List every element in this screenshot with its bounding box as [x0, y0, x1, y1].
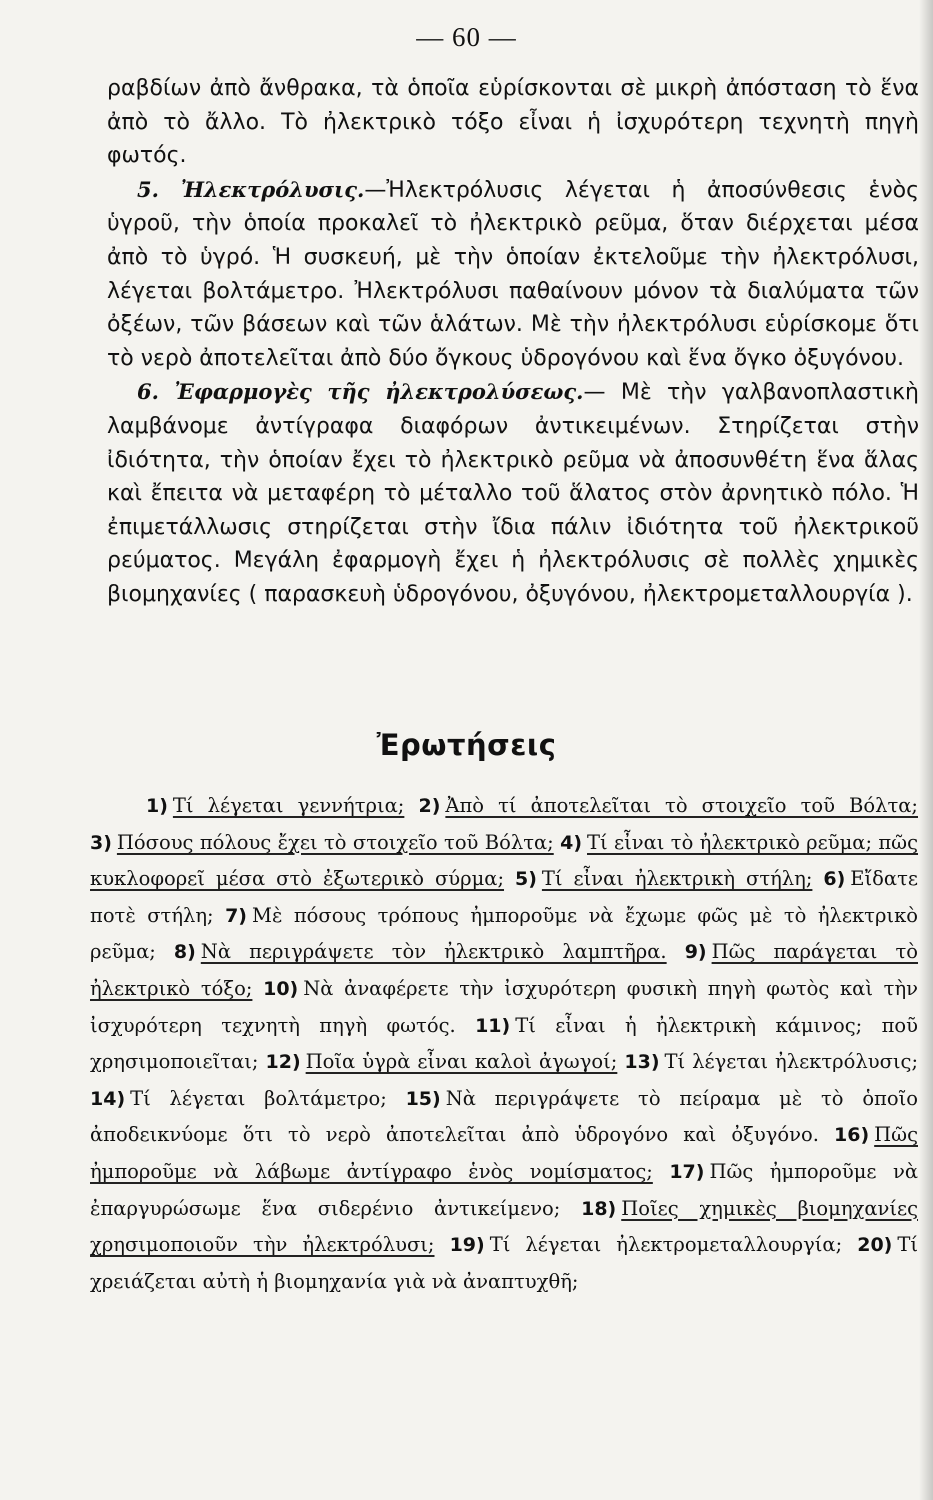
question-number: 14) [90, 1087, 126, 1110]
question-number: 20) [857, 1234, 893, 1257]
question-text: Τί εἶναι ἡ ἠλεκτρικὴ κάμινος; ποῦ χρησιμοποιεῖται; [90, 1013, 918, 1074]
question-text: Πῶς ἠμποροῦμε νὰ λάβωμε ἀντίγραφο ἑνὸς νομίσματος; [90, 1123, 918, 1183]
question-item [450, 1233, 843, 1256]
question-text: Νὰ περιγράψετε τὸν ἠλεκτρικὸ λαμπτῆρα. [200, 940, 667, 964]
question-number: 15) [405, 1087, 441, 1110]
question-item [146, 794, 404, 817]
question-text: Τί λέγεται ἠλεκτρομεταλλουργία; [489, 1233, 843, 1257]
questions-title: Ἐρωτήσεις [376, 728, 557, 762]
page-number: — 60 — [416, 22, 517, 52]
body-text [107, 72, 919, 612]
question-text: Νὰ περιγράψετε τὸ πείραμα μὲ τὸ ὁποῖο ἀποδεικνύομε ὅτι τὸ νερὸ ἀποτελεῖται ἀπὸ ὑδρογόνο καὶ ὀξυγόνο. [90, 1086, 918, 1147]
question-text: Τί χρειάζεται αὐτὴ ἡ βιομηχανία γιὰ νὰ ἀναπτυχθῆ; [90, 1233, 918, 1293]
question-text: Εἴδατε ποτὲ στήλη; [90, 867, 918, 927]
question-text: Τί εἶναι ἠλεκτρικὴ στήλη; [541, 867, 813, 891]
question-text: Ποῖες χημικὲς βιομηχανίες χρησιμοποιοῦν τὴν ἠλεκτρόλυσι; [90, 1196, 919, 1257]
question-text: Ἀπὸ τί ἀποτελεῖται τὸ στοιχεῖο τοῦ Βόλτα; [445, 794, 918, 817]
question-item [266, 1050, 618, 1073]
question-text: Πῶς παράγεται τὸ ἠλεκτρικὸ τόξο; [90, 940, 919, 1000]
paragraph-text: — Μὲ τὴν γαλβανοπλαστικὴ λαμβάνομε ἀντίγραφα διαφόρων ἀντικειμένων. Στηρίζεται στὴν ἰδιότητα, τὴν ὁποίαν ἔχει τὸ ἠλεκτρικὸ ρεῦμα νὰ ἀποσυνθέτη ἕνα ἅλας καὶ ἔπειτα νὰ μεταφέρη τὸ μέταλλο τοῦ ἅλατος στὸν ἀρνητικὸ πόλο. Ἡ ἐπιμετάλλωσις στηρίζεται στὴν ἴδια πάλιν ἰδιότητα τοῦ ἠλεκτρικοῦ ρεύματος. Μεγάλη ἐφαρμογὴ ἔχει ἡ ἠλεκτρόλυσις σὲ πολλὲς χημικὲς βιομηχανίες ( παρασκευὴ ὑδρογόνου, ὀξυγόνου, ἠλεκτρομεταλλουργία ). [107, 380, 919, 607]
question-number: 10) [263, 977, 299, 1000]
question-number: 8) [173, 941, 196, 964]
question-number: 13) [624, 1051, 660, 1074]
question-number: 11) [475, 1014, 511, 1037]
question-text: Τί εἶναι τὸ ἠλεκτρικὸ ρεῦμα; πῶς κυκλοφορεῖ μέσα στὸ ἐξωτερικὸ σύρμα; [90, 830, 919, 891]
question-number: 3) [90, 831, 112, 854]
question-text: Τί λέγεται ἠλεκτρόλυσις; [664, 1050, 919, 1074]
question-text: Τί λέγεται γεννήτρια; [172, 794, 405, 817]
question-number: 6) [823, 868, 846, 891]
page-edge-shadow [919, 0, 933, 1500]
question-item [90, 1087, 387, 1110]
question-number: 17) [669, 1160, 705, 1183]
question-text: Νὰ ἀναφέρετε τὴν ἰσχυρότερη φυσικὴ πηγὴ φωτὸς καὶ τὴν ἰσχυρότερη τεχνητὴ πηγὴ φωτός. [90, 976, 919, 1037]
paragraph-text: ραβδίων ἀπὸ ἄνθρακα, τὰ ὁποῖα εὑρίσκονται σὲ μικρὴ ἀπόσταση τὸ ἕνα ἀπὸ τὸ ἄλλο. Τὸ ἠλεκτρικὸ τόξο εἶναι ἡ ἰσχυρότερη τεχνητὴ πηγὴ φωτός. [107, 76, 919, 169]
section-heading: 5. Ἠλεκτρόλυσις. [137, 176, 365, 202]
section-heading: 6. Ἐφαρμογὲς τῆς ἠλεκτρολύσεως. [137, 379, 584, 405]
question-item [624, 1050, 918, 1073]
question-number: 4) [560, 831, 582, 854]
question-number: 16) [834, 1124, 870, 1147]
paragraph-electrolysis [107, 173, 919, 376]
question-number: 18) [581, 1197, 617, 1220]
question-text: Πόσους πόλους ἔχει τὸ στοιχεῖο τοῦ Βόλτα; [116, 830, 554, 854]
question-number: 1) [146, 795, 168, 817]
question-number: 7) [225, 904, 247, 927]
questions-list [90, 788, 918, 1300]
question-number: 19) [449, 1234, 485, 1257]
question-number: 5) [515, 868, 537, 891]
question-item [515, 867, 812, 890]
question-text: Πῶς ἠμποροῦμε νὰ ἐπαργυρώσωμε ἕνα σιδερένιο ἀντικείμενο; [90, 1159, 919, 1220]
question-number: 12) [265, 1051, 301, 1074]
paragraph-text: —Ἠλεκτρόλυσις λέγεται ἡ ἀποσύνθεσις ἑνὸς ὑγροῦ, τὴν ὁποία προκαλεῖ τὸ ἠλεκτρικὸ ρεῦμα, ὅταν διέρχεται μέσα ἀπὸ τὸ ὑγρό. Ἡ συσκευή, μὲ τὴν ὁποίαν ἐκτελοῦμε τὴν ἠλεκτρόλυσι, λέγεται βολτάμετρο. Ἠλεκτρόλυσι παθαίνουν μόνον τὰ διαλύματα τῶν ὀξέων, τῶν βάσεων καὶ τῶν ἁλάτων. Μὲ τὴν ἠλεκτρόλυσι εὑρίσκομε ὅτι τὸ νερὸ ἀποτελεῖται ἀπὸ δύο ὄγκους ὑδρογόνου καὶ ἕνα ὄγκο ὀξυγόνου. [107, 177, 919, 371]
question-text: Μὲ πόσους τρόπους ἠμποροῦμε νὰ ἔχωμε φῶς μὲ τὸ ἠλεκτρικὸ ρεῦμα; [90, 903, 918, 964]
question-item [418, 794, 918, 817]
question-item [90, 831, 554, 854]
question-item [174, 940, 667, 963]
question-number: 9) [684, 941, 707, 964]
questions-paragraph [90, 788, 918, 1300]
paragraph-applications [107, 375, 919, 611]
question-text: Τί λέγεται βολτάμετρο; [130, 1086, 387, 1110]
question-text: Ποῖα ὑγρὰ εἶναι καλοὶ ἀγωγοί; [305, 1050, 618, 1074]
paragraph-intro [107, 72, 919, 173]
question-number: 2) [418, 795, 441, 817]
